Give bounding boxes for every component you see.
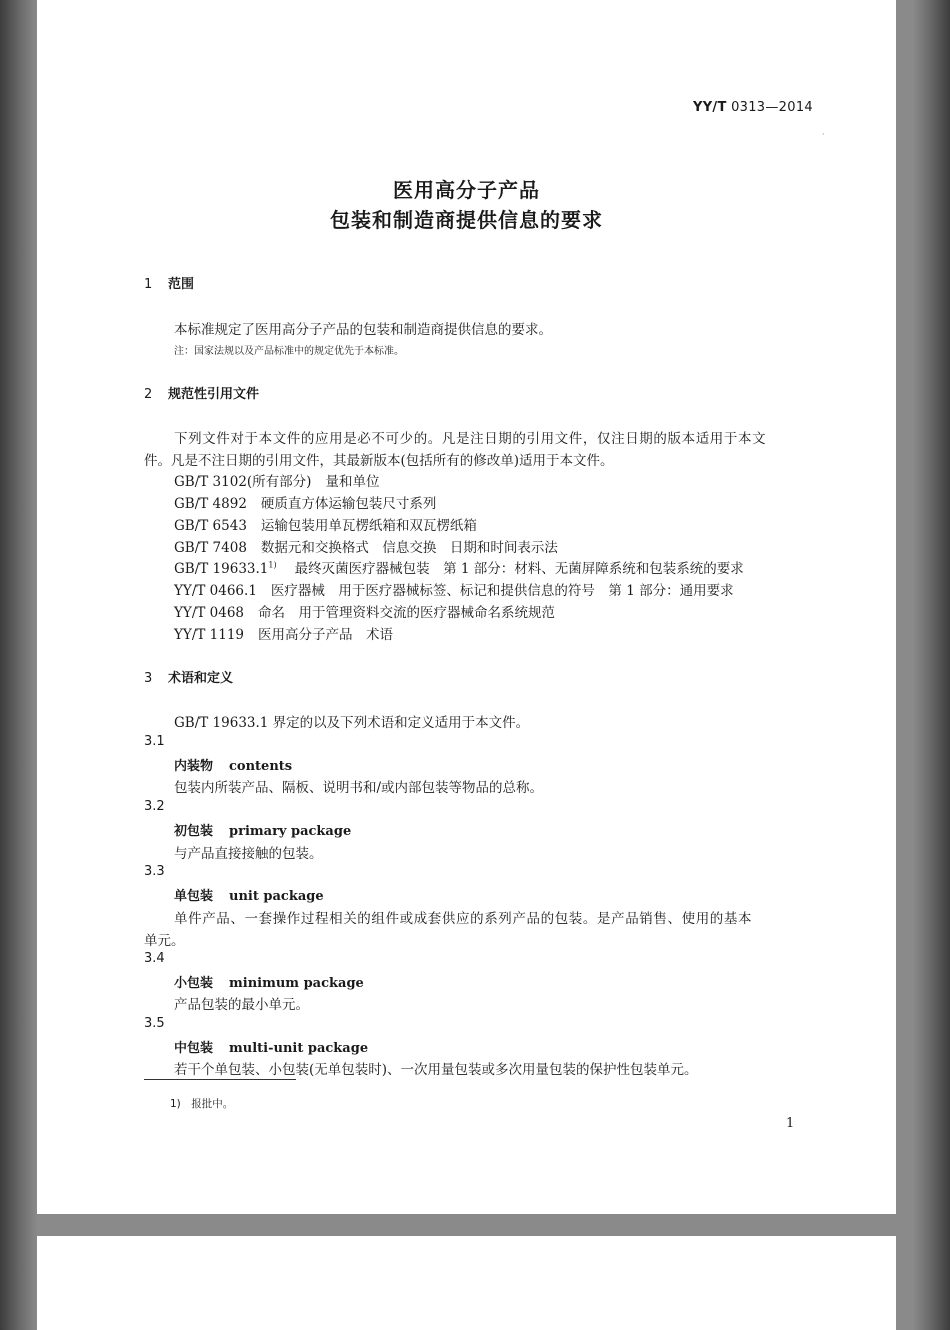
term-number: 3.3 — [144, 864, 165, 879]
term-number: 3.4 — [144, 951, 165, 966]
reference-item: GB/T 3102(所有部分) 量和单位 — [174, 474, 380, 490]
scope-note: 注：国家法规以及产品标准中的规定优先于本标准。 — [174, 346, 404, 357]
terms-intro: GB/T 19633.1 界定的以及下列术语和定义适用于本文件。 — [174, 715, 530, 731]
reference-item: GB/T 4892 硬质直方体运输包装尺寸系列 — [174, 496, 437, 512]
term-definition-continued: 单元。 — [144, 933, 185, 949]
term-heading: 中包装 multi-unit package — [174, 1041, 369, 1056]
term-heading: 内装物 contents — [174, 759, 293, 774]
document-page — [37, 0, 896, 1214]
reference-item: GB/T 19633.1$^{1)}$ 最终灭菌医疗器械包装 第 1 部分：材料、无菌屏障系统和包装系统的要求 — [174, 560, 744, 577]
term-heading: 单包装 unit package — [174, 889, 324, 904]
term-definition: 单件产品、一套操作过程相关的组件或成套供应的系列产品的包装。是产品销售、使用的基本 — [174, 911, 753, 927]
section-heading-terms: 3 术语和定义 — [144, 671, 234, 686]
reference-item: YY/T 1119 医用高分子产品 术语 — [174, 627, 394, 643]
term-definition: 产品包装的最小单元。 — [174, 997, 309, 1013]
reference-item: GB/T 7408 数据元和交换格式 信息交换 日期和时间表示法 — [174, 540, 558, 556]
term-heading: 初包装 primary package — [174, 824, 352, 839]
footnote-rule — [144, 1079, 296, 1080]
term-definition: 若干个单包装、小包装(无单包装时)、一次用量包装或多次用量包装的保护性包装单元。 — [174, 1062, 698, 1078]
reference-item: GB/T 6543 运输包装用单瓦楞纸箱和双瓦楞纸箱 — [174, 518, 477, 534]
section-heading-scope: 1 范围 — [144, 277, 195, 292]
document-title-line1: 医用高分子产品 — [393, 178, 540, 202]
reference-item: YY/T 0466.1 医疗器械 用于医疗器械标签、标记和提供信息的符号 第 1 部分：通用要求 — [174, 583, 734, 599]
footnote: 1) 报批中。 — [170, 1098, 234, 1110]
term-heading: 小包装 minimum package — [174, 976, 364, 991]
reference-item: YY/T 0468 命名 用于管理资料交流的医疗器械命名系统规范 — [174, 605, 556, 621]
document-title-line2: 包装和制造商提供信息的要求 — [330, 208, 603, 232]
term-number: 3.5 — [144, 1016, 165, 1031]
page-number: 1 — [786, 1116, 795, 1131]
scope-text: 本标准规定了医用高分子产品的包装和制造商提供信息的要求。 — [174, 322, 552, 338]
term-definition: 包装内所装产品、隔板、说明书和/或内部包装等物品的总称。 — [174, 780, 544, 796]
refs-intro-line1: 下列文件对于本文件的应用是必不可少的。凡是注日期的引用文件，仅注日期的版本适用于本文 — [174, 431, 767, 447]
standard-number: YY/T 0313—2014 — [693, 100, 813, 115]
scan-dot: · — [822, 130, 825, 139]
section-heading-normative-references: 2 规范性引用文件 — [144, 387, 260, 402]
refs-intro-line2: 件。凡是不注日期的引用文件，其最新版本(包括所有的修改单)适用于本文件。 — [144, 453, 614, 469]
term-number: 3.2 — [144, 799, 165, 814]
term-number: 3.1 — [144, 734, 165, 749]
footnote-marker: 1) — [268, 560, 277, 570]
term-definition: 与产品直接接触的包装。 — [174, 846, 323, 862]
next-page — [37, 1236, 896, 1330]
